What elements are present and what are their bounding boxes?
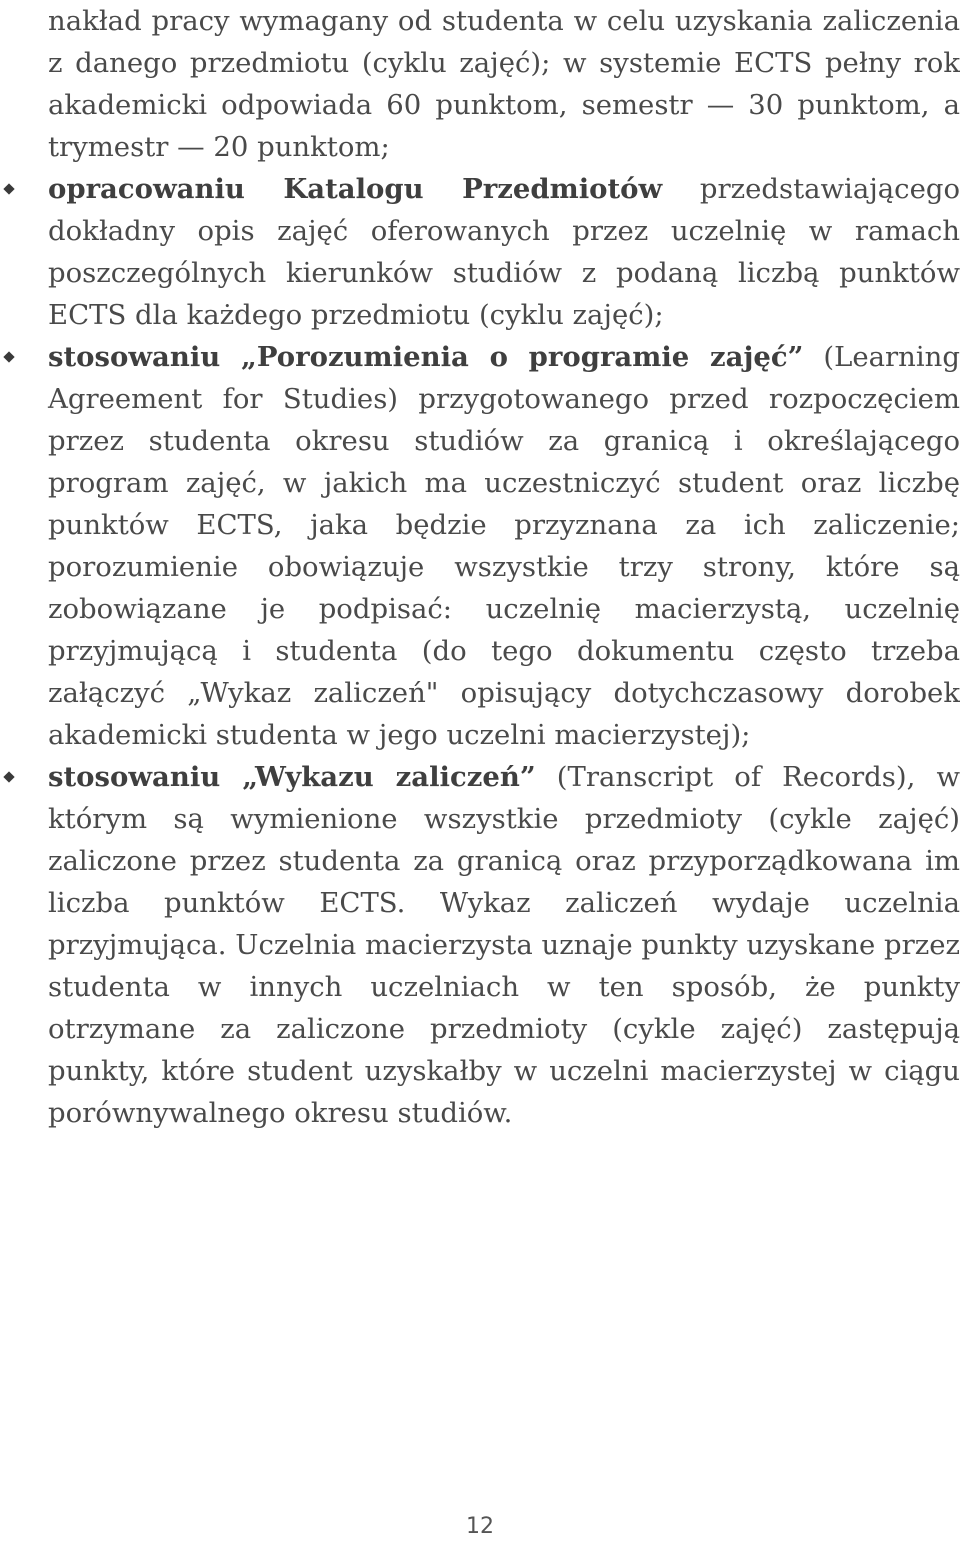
page-number: 12 <box>466 1514 494 1539</box>
bullet-bold-lead: stosowaniu „Porozumienia o programie zajęć” <box>48 341 804 373</box>
body-text <box>48 0 960 1134</box>
bullet-bold-lead: stosowaniu „Wykazu zaliczeń” <box>48 761 536 793</box>
diamond-bullet-icon <box>0 336 18 378</box>
bullet-bold-lead: opracowaniu Katalogu Przedmiotów <box>48 173 663 205</box>
bullet-text: (Transcript of Records), w którym są wymienione wszystkie przedmioty (cykle zajęć) zaliczone przez studenta za granicą oraz przyporządkowana im liczba punktów ECTS. Wykaz zaliczeń wydaje uczelnia przyjmująca. Uczelnia macierzysta uznaje punkty uzyskane przez studenta w innych uczelniach w ten sposób, że punkty otrzymane za zaliczone przedmioty (cykle zajęć) zastępują punkty, które student uzyskałby w uczelni macierzystej w ciągu porównywalnego okresu studiów. <box>48 761 960 1129</box>
diamond-bullet-icon <box>0 168 18 210</box>
bullet-item-transcript <box>48 756 960 1134</box>
bullet-text: (Learning Agreement for Studies) przygotowanego przed rozpoczęciem przez studenta okresu studiów za granicą i określającego program zajęć, w jakich ma uczestniczyć student oraz liczbę punktów ECTS, jaka będzie przyznana za ich zaliczenie; porozumienie obowiązuje wszystkie trzy strony, które są zobowiązane je podpisać: uczelnię macierzystą, uczelnię przyjmującą i studenta (do tego dokumentu często trzeba załączyć „Wykaz zaliczeń" opisujący dotychczasowy dorobek akademicki studenta w jego uczelni macierzystej); <box>48 341 960 751</box>
intro-paragraph: nakład pracy wymagany od studenta w celu uzyskania zaliczenia z danego przedmiotu (cyklu zajęć); w systemie ECTS pełny rok akademicki odpowiada 60 punktom, semestr — 30 punktom, a trymestr — 20 punktom; <box>48 5 960 163</box>
bullet-item-catalog <box>48 168 960 336</box>
diamond-bullet-icon <box>0 756 18 798</box>
bullet-item-learning-agreement <box>48 336 960 756</box>
bullet-text: przedstawiającego dokładny opis zajęć oferowanych przez uczelnię w ramach poszczególnych kierunków studiów z podaną liczbą punktów ECTS dla każdego przedmiotu (cyklu zajęć); <box>48 173 960 331</box>
